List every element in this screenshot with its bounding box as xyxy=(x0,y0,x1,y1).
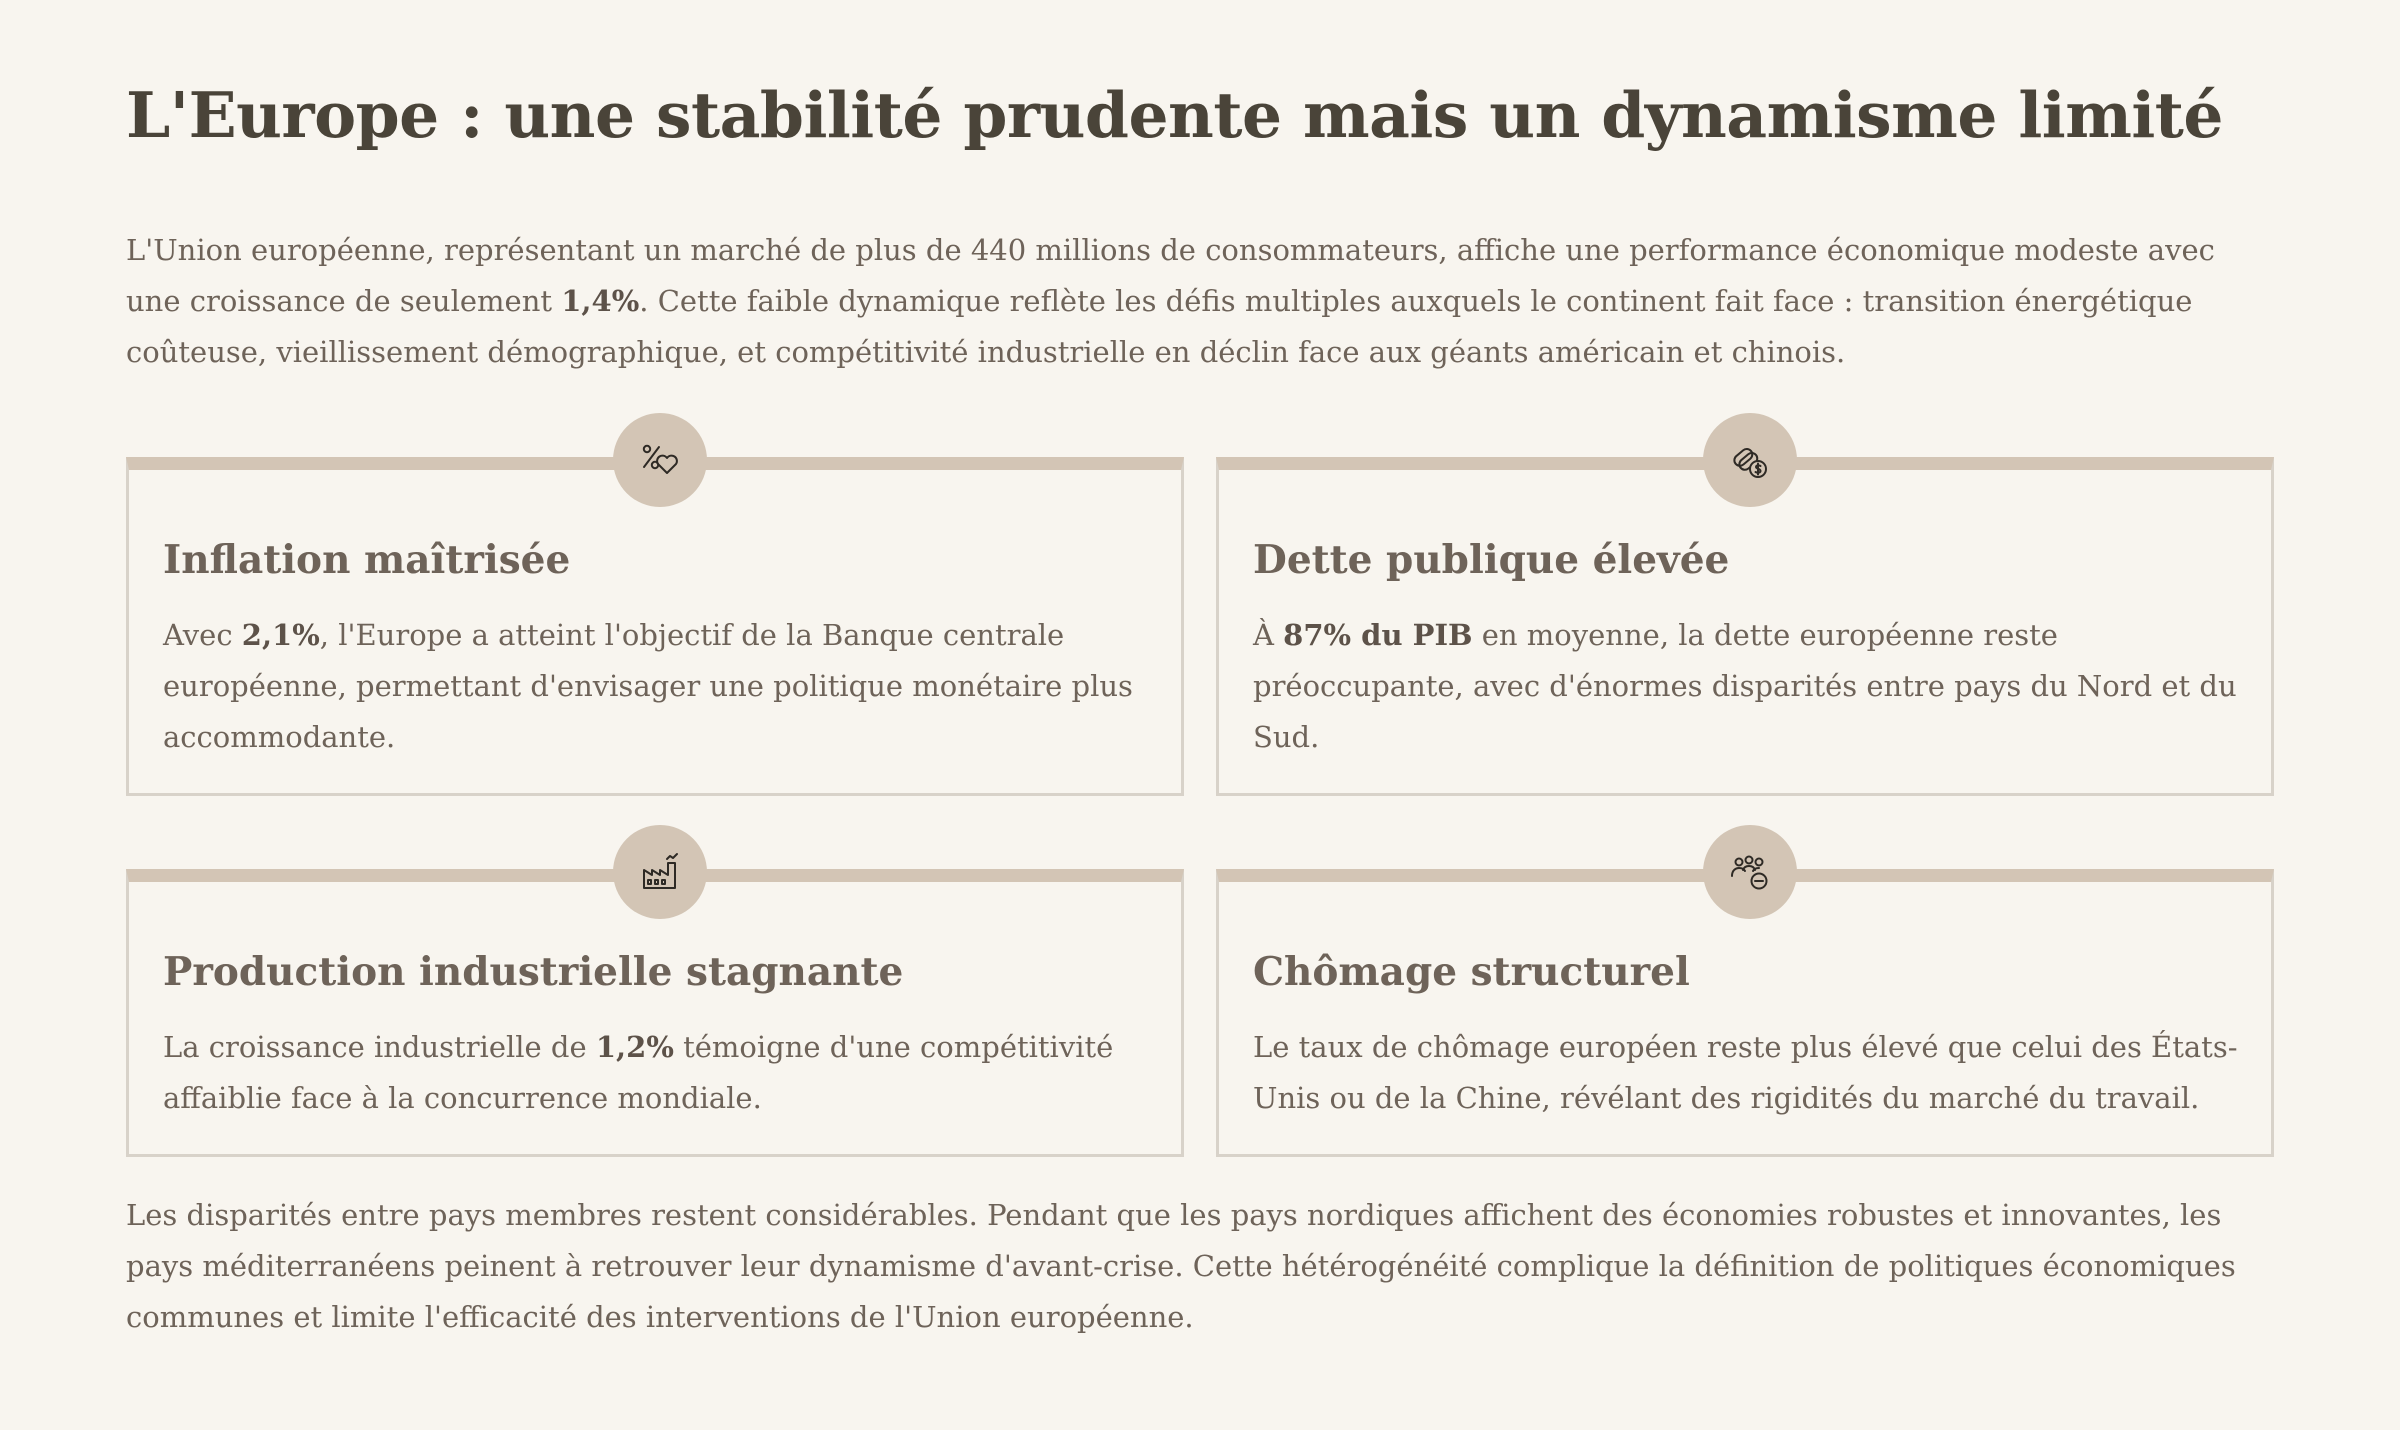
card-unemployment xyxy=(1216,869,2274,1157)
card-highlight: 2,1% xyxy=(241,618,320,652)
card-title: Inflation maîtrisée xyxy=(163,537,571,583)
intro-text: L'Union européenne, représentant un marché de plus de 440 millions de consommateurs, affiche une performance économique modeste avec une croissance de seulement xyxy=(126,233,2215,318)
intro-text-end: . Cette faible dynamique reflète les défis multiples auxquels le continent fait face : transition énergétique coûteuse, vieillissement démographique, et compétitivité industrielle en déclin face aux géants américain et chinois. xyxy=(126,284,2193,369)
card-text-start: La croissance industrielle de xyxy=(163,1030,596,1064)
card-title: Production industrielle stagnante xyxy=(163,949,904,995)
percent-heart-icon xyxy=(613,413,707,507)
card-highlight: 1,2% xyxy=(595,1030,674,1064)
card-text-end: témoigne d'une compétitivité affaiblie face à la concurrence mondiale. xyxy=(163,1030,1114,1115)
outro-paragraph: Les disparités entre pays membres restent considérables. Pendant que les pays nordiques affichent des économies robustes et innovantes, les pays méditerranéens peinent à retrouver leur dynamisme d'avant-crise. Cette hétérogénéité complique la définition de politiques économiques communes et limite l'efficacité des interventions de l'Union européenne. xyxy=(126,1198,2236,1334)
people-minus-icon xyxy=(1703,825,1797,919)
card-text xyxy=(1253,610,2243,763)
card-text xyxy=(163,1022,1153,1124)
card-text xyxy=(1253,1022,2243,1124)
card-text-start: À xyxy=(1253,618,1284,652)
card-text xyxy=(163,610,1153,763)
card-highlight: 87% du PIB xyxy=(1283,618,1473,652)
page-title: L'Europe : une stabilité prudente mais un dynamisme limité xyxy=(126,78,2223,152)
card-title: Dette publique élevée xyxy=(1253,537,1730,583)
card-text-end: Le taux de chômage européen reste plus élevé que celui des États-Unis ou de la Chine, révélant des rigidités du marché du travail. xyxy=(1253,1030,2238,1115)
debt-coins-icon xyxy=(1703,413,1797,507)
intro-highlight: 1,4% xyxy=(561,284,640,318)
intro-paragraph xyxy=(126,225,2276,378)
card-industrial-production xyxy=(126,869,1184,1157)
card-text-end: en moyenne, la dette européenne reste préoccupante, avec d'énormes disparités entre pays du Nord et du Sud. xyxy=(1253,618,2237,754)
card-title: Chômage structurel xyxy=(1253,949,1690,995)
card-inflation xyxy=(126,457,1184,796)
card-public-debt xyxy=(1216,457,2274,796)
card-text-end: , l'Europe a atteint l'objectif de la Banque centrale européenne, permettant d'envisager une politique monétaire plus accommodante. xyxy=(163,618,1133,754)
factory-icon xyxy=(613,825,707,919)
card-text-start: Avec xyxy=(163,618,242,652)
